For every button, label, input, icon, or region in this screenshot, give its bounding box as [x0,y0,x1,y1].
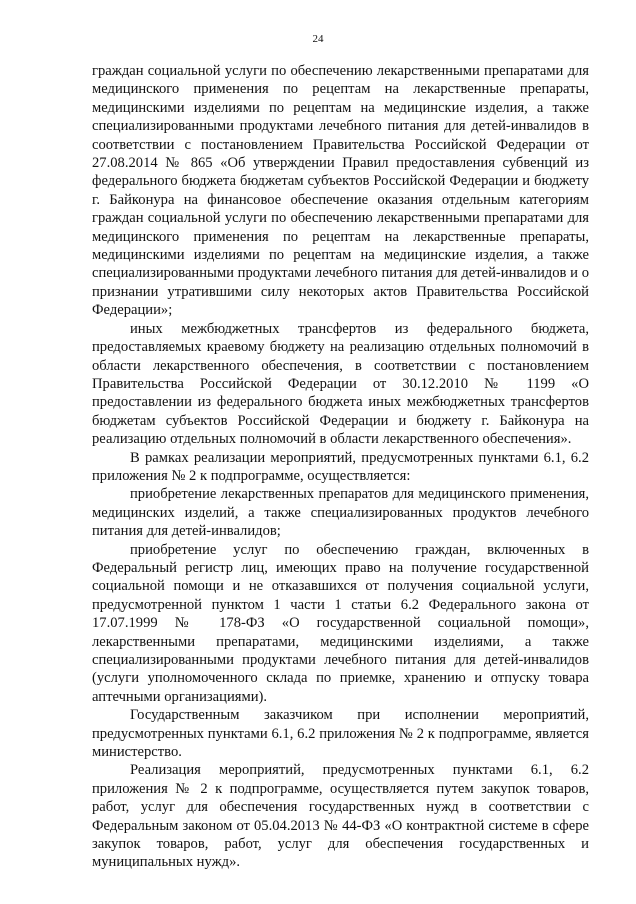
paragraph: В рамках реализации мероприятий, предусмотренных пунктами 6.1, 6.2 приложения № 2 к подпрограмме, осуществляется: [92,449,589,484]
paragraph: приобретение лекарственных препаратов для медицинского применения, медицинских изделий, а также специализированных продуктов лечебного питания для детей-инвалидов; [92,486,589,540]
page-number: 24 [312,33,324,45]
paragraph: граждан социальной услуги по обеспечению лекарственными препаратами для медицинского применения по рецептам на лекарственные препараты, медицинскими изделиями по рецептам на медицинские изделия, а также специализированными продуктами лечебного питания для детей-инвалидов в соответствии с постановлением Правительства Российской Федерации от 27.08.2014 № 865 «Об утверждении Правил предоставления субвенций из федерального бюджета бюджетам субъектов Российской Федерации и бюджету г. Байконура на финансовое обеспечение оказания отдельным категориям граждан социальной услуги по обеспечению лекарственными препаратами для медицинского применения по рецептам на лекарственные препараты, медицинскими изделиями по рецептам на медицинские изделия, а также специализированными продуктами лечебного питания для детей-инвалидов и о признании утратившими силу некоторых актов Правительства Российской Федерации»; [92,63,589,319]
paragraph: Реализация мероприятий, предусмотренных пунктами 6.1, 6.2 приложения № 2 к подпрограмме, осуществляется путем закупок товаров, работ, услуг для обеспечения государственных нужд в соответствии с Федеральным законом от 05.04.2013 № 44-ФЗ «О контрактной системе в сфере закупок товаров, работ, услуг для обеспечения государственных и муниципальных нужд». [92,762,589,871]
paragraph: иных межбюджетных трансфертов из федерального бюджета, предоставляемых краевому бюджету на реализацию отдельных полномочий в области лекарственного обеспечения, в соответствии с постановлением Правительства Российской Федерации от 30.12.2010 № 1199 «О предоставлении из федерального бюджета иных межбюджетных трансфертов бюджетам субъектов Российской Федерации и бюджету г. Байконура на реализацию отдельных полномочий в области лекарственного обеспечения». [92,320,589,448]
document-body [92,62,589,872]
paragraph: Государственным заказчиком при исполнении мероприятий, предусмотренных пунктами 6.1, 6.2 приложения № 2 к подпрограмме, является министерство. [92,707,589,761]
paragraph: приобретение услуг по обеспечению граждан, включенных в Федеральный регистр лиц, имеющих право на получение государственной социальной помощи и не отказавшихся от получения социальной услуги, предусмотренной пунктом 1 части 1 статьи 6.2 Федерального закона от 17.07.1999 № 178-ФЗ «О государственной социальной помощи», лекарственными препаратами, медицинскими изделиями, а также специализированными продуктами лечебного питания для детей-инвалидов (услуги уполномоченного склада по приемке, хранению и отпуску товара аптечными организациями). [92,541,589,705]
